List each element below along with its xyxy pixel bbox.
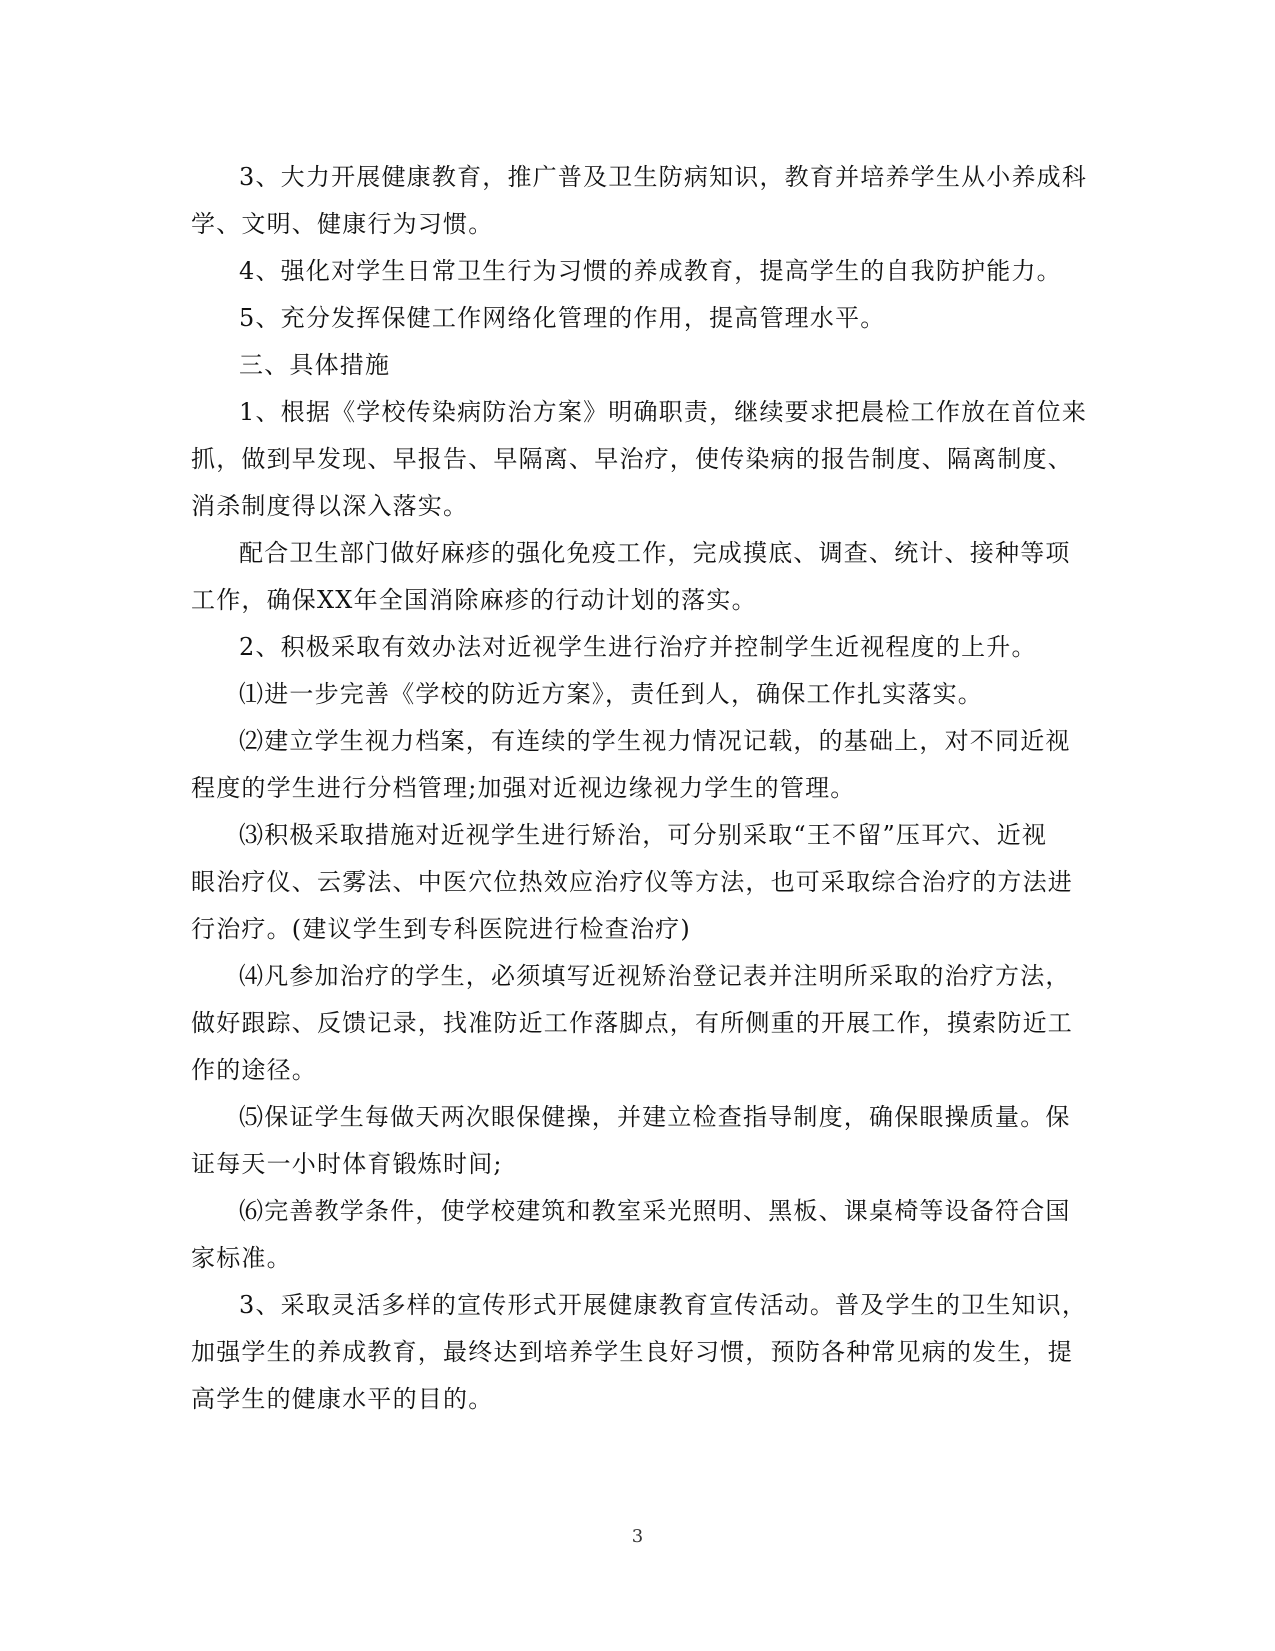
paragraph-line: 工作，确保XX年全国消除麻疹的行动计划的落实。 — [191, 586, 757, 614]
paragraph-line: 作的途径。 — [191, 1056, 317, 1084]
paragraph-line: 程度的学生进行分档管理;加强对近视边缘视力学生的管理。 — [191, 774, 856, 802]
paragraph-line: 加强学生的养成教育，最终达到培养学生良好习惯，预防各种常见病的发生，提 — [191, 1338, 1073, 1366]
paragraph-line: 家标准。 — [191, 1244, 292, 1272]
paragraph-myopia-item-5 — [191, 1094, 1071, 1188]
paragraph-myopia-item-3 — [191, 812, 1071, 953]
paragraph-line: ⑹完善教学条件，使学校建筑和教室采光照明、黑板、课桌椅等设备符合国 — [239, 1197, 1071, 1225]
paragraph-line: 证每天一小时体育锻炼时间; — [191, 1150, 503, 1178]
paragraph-line: 1、根据《学校传染病防治方案》明确职责，继续要求把晨检工作放在首位来 — [239, 398, 1088, 426]
paragraph-line: ⑶积极采取措施对近视学生进行矫治，可分别采取“王不留”压耳穴、近视 — [239, 821, 1048, 849]
paragraph-line: 消杀制度得以深入落实。 — [191, 492, 469, 520]
paragraph-line: 抓，做到早发现、早报告、早隔离、早治疗，使传染病的报告制度、隔离制度、 — [191, 445, 1073, 473]
paragraph-measles-immunization — [191, 530, 1071, 624]
paragraph-line: ⑴进一步完善《学校的防近方案》，责任到人，确保工作扎实落实。 — [239, 680, 983, 708]
document-body — [191, 154, 1088, 1423]
paragraph-hygiene-habits — [191, 248, 1071, 295]
paragraph-myopia-item-4 — [191, 953, 1071, 1094]
paragraph-line: 学、文明、健康行为习惯。 — [191, 210, 494, 238]
paragraph-line: 3、大力开展健康教育，推广普及卫生防病知识，教育并培养学生从小养成科 — [239, 163, 1088, 191]
paragraph-line: 配合卫生部门做好麻疹的强化免疫工作，完成摸底、调查、统计、接种等项 — [239, 539, 1071, 567]
paragraph-line: 行治疗。(建议学生到专科医院进行检查治疗) — [191, 915, 691, 943]
paragraph-myopia-item-6 — [191, 1188, 1071, 1282]
paragraph-line: ⑵建立学生视力档案，有连续的学生视力情况记载，的基础上，对不同近视 — [239, 727, 1071, 755]
paragraph-health-publicity — [191, 1282, 1088, 1423]
section-heading-measures — [191, 342, 1071, 389]
paragraph-infectious-disease — [191, 389, 1088, 530]
paragraph-line: 高学生的健康水平的目的。 — [191, 1385, 494, 1413]
paragraph-line: 5、充分发挥保健工作网络化管理的作用，提高管理水平。 — [239, 304, 886, 332]
paragraph-health-education — [191, 154, 1088, 248]
paragraph-myopia-control — [191, 624, 1071, 671]
paragraph-line: ⑸保证学生每做天两次眼保健操，并建立检查指导制度，确保眼操质量。保 — [239, 1103, 1071, 1131]
paragraph-line: 3、采取灵活多样的宣传形式开展健康教育宣传活动。普及学生的卫生知识， — [239, 1291, 1088, 1319]
paragraph-line: 做好跟踪、反馈记录，找准防近工作落脚点，有所侧重的开展工作，摸索防近工 — [191, 1009, 1073, 1037]
paragraph-myopia-item-2 — [191, 718, 1071, 812]
paragraph-network-management — [191, 295, 1071, 342]
paragraph-line: 眼治疗仪、云雾法、中医穴位热效应治疗仪等方法，也可采取综合治疗的方法进 — [191, 868, 1073, 896]
paragraph-line: ⑷凡参加治疗的学生，必须填写近视矫治登记表并注明所采取的治疗方法， — [239, 962, 1071, 990]
paragraph-line: 4、强化对学生日常卫生行为习惯的养成教育，提高学生的自我防护能力。 — [239, 257, 1062, 285]
paragraph-myopia-item-1 — [191, 671, 1071, 718]
paragraph-line: 2、积极采取有效办法对近视学生进行治疗并控制学生近视程度的上升。 — [239, 633, 1037, 661]
section-heading-line: 三、具体措施 — [239, 351, 391, 379]
page-number: 3 — [631, 1526, 644, 1547]
